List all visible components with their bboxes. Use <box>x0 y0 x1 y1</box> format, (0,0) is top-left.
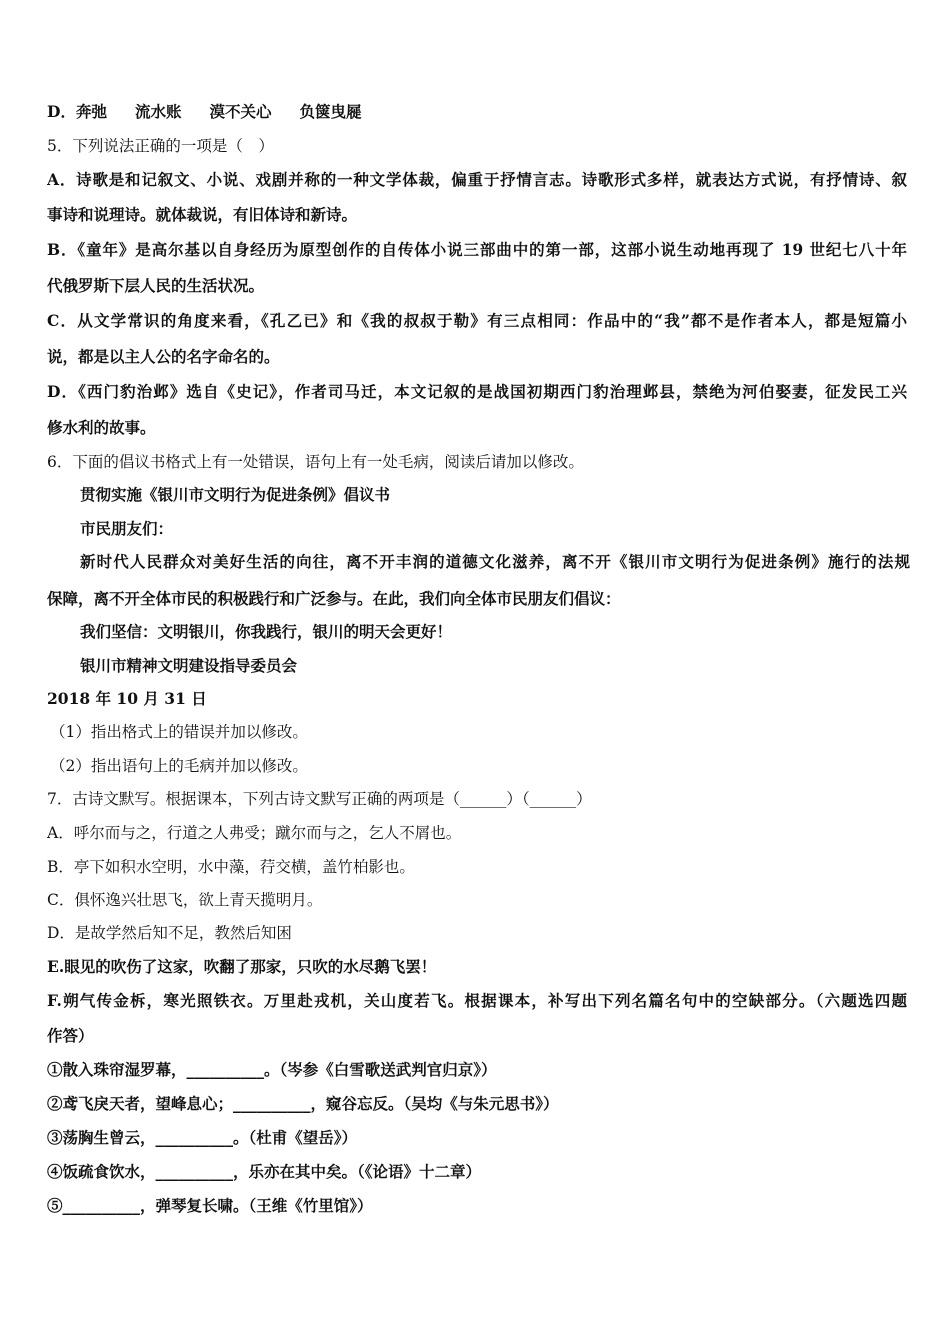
q5-stem: 5．下列说法正确的一项是（ ） <box>47 137 274 155</box>
proposal-slogan: 我们坚信：文明银川，你我践行，银川的明天会更好！ <box>80 622 453 641</box>
q4-option-d <box>47 102 907 122</box>
proposal-signature: 银川市精神文明建设指导委员会 <box>80 656 298 675</box>
fill-blank-5: ⑤__________，弹琴复长啸。（王维《竹里馆》） <box>47 1196 373 1215</box>
fill-blank-3: ③荡胸生曾云，__________。（杜甫《望岳》） <box>47 1128 358 1147</box>
proposal-title: 贯彻实施《银川市文明行为促进条例》倡议书 <box>80 485 391 504</box>
proposal-body-line2: 保障，离不开全体市民的积极践行和广泛参与。在此，我们向全体市民朋友们倡议： <box>47 589 621 608</box>
option-label: D． <box>47 102 76 121</box>
fill-blank-2: ②鸢飞戾天者，望峰息心；__________，窥谷忘反。（吴均《与朱元思书》） <box>47 1094 559 1113</box>
q7-option-b: B．亭下如积水空明，水中藻，荇交横，盖竹柏影也。 <box>47 858 415 876</box>
q7-option-d: D．是故学然后知不足，教然后知困 <box>47 924 292 942</box>
q5-option-a-line2: 事诗和说理诗。就体裁说，有旧体诗和新诗。 <box>47 205 358 224</box>
q7-option-f-line2: 作答） <box>47 1026 94 1045</box>
q6-sub-question-2: （2）指出语句上的毛病并加以修改。 <box>50 757 308 775</box>
q5-option-d-line1: D．《西门豹治邺》选自《史记》，作者司马迁，本文记叙的是战国初期西门豹治理邺县，禁绝为河伯娶妻，征发民工兴 <box>47 382 907 401</box>
q5-option-c-line1: C．从文学常识的角度来看，《孔乙已》和《我的叔叔于勒》有三点相同：作品中的“我”都不是作者本人，都是短篇小 <box>47 311 907 330</box>
q7-option-e: E.眼见的吹伤了这家，吹翻了那家，只吹的水尽鹅飞罢！ <box>47 957 437 976</box>
word-3: 漠不关心 <box>209 102 272 121</box>
word-1: 奔弛 <box>75 102 107 121</box>
q7-option-a: A．呼尔而与之，行道之人弗受；蹴尔而与之，乞人不屑也。 <box>47 824 462 842</box>
q5-option-b-line1: B．《童年》是高尔基以自身经历为原型创作的自传体小说三部曲中的第一部，这部小说生动地再现了 19 世纪七八十年 <box>47 240 907 259</box>
word-2: 流水账 <box>134 102 182 121</box>
q7-option-c: C．俱怀逸兴壮思飞，欲上青天揽明月。 <box>47 891 323 909</box>
q5-option-c-line2: 说，都是以主人公的名字命名的。 <box>47 347 280 366</box>
q6-sub-question-1: （1）指出格式上的错误并加以修改。 <box>50 723 308 741</box>
q5-option-a-line1: A．诗歌是和记叙文、小说、戏剧并称的一种文学体裁，偏重于抒情言志。诗歌形式多样，就表达方式说，有抒情诗、叙 <box>47 170 907 189</box>
q7-stem: 7．古诗文默写。根据课本，下列古诗文默写正确的两项是（______）（______） <box>47 790 592 808</box>
proposal-greeting: 市民朋友们： <box>80 519 174 538</box>
q5-option-b-line2: 代俄罗斯下层人民的生活状况。 <box>47 276 265 295</box>
proposal-date: 2018 年 10 月 31 日 <box>47 689 207 708</box>
word-4: 负箧曳屣 <box>299 102 362 121</box>
q6-stem: 6．下面的倡议书格式上有一处错误，语句上有一处毛病，阅读后请加以修改。 <box>47 453 584 471</box>
fill-blank-4: ④饭疏食饮水，__________，乐亦在其中矣。（《论语》十二章） <box>47 1162 482 1181</box>
fill-blank-1: ①散入珠帘湿罗幕，__________。（岑参《白雪歌送武判官归京》） <box>47 1060 497 1079</box>
proposal-body-line1: 新时代人民群众对美好生活的向往，离不开丰润的道德文化滋养，离不开《银川市文明行为促进条例》施行的法规 <box>80 552 910 571</box>
q5-option-d-line2: 修水利的故事。 <box>47 418 156 437</box>
q7-option-f-line1: F.朔气传金柝，寒光照铁衣。万里赴戎机，关山度若飞。根据课本，补写出下列名篇名句中的空缺部分。（六题选四题 <box>47 991 907 1010</box>
